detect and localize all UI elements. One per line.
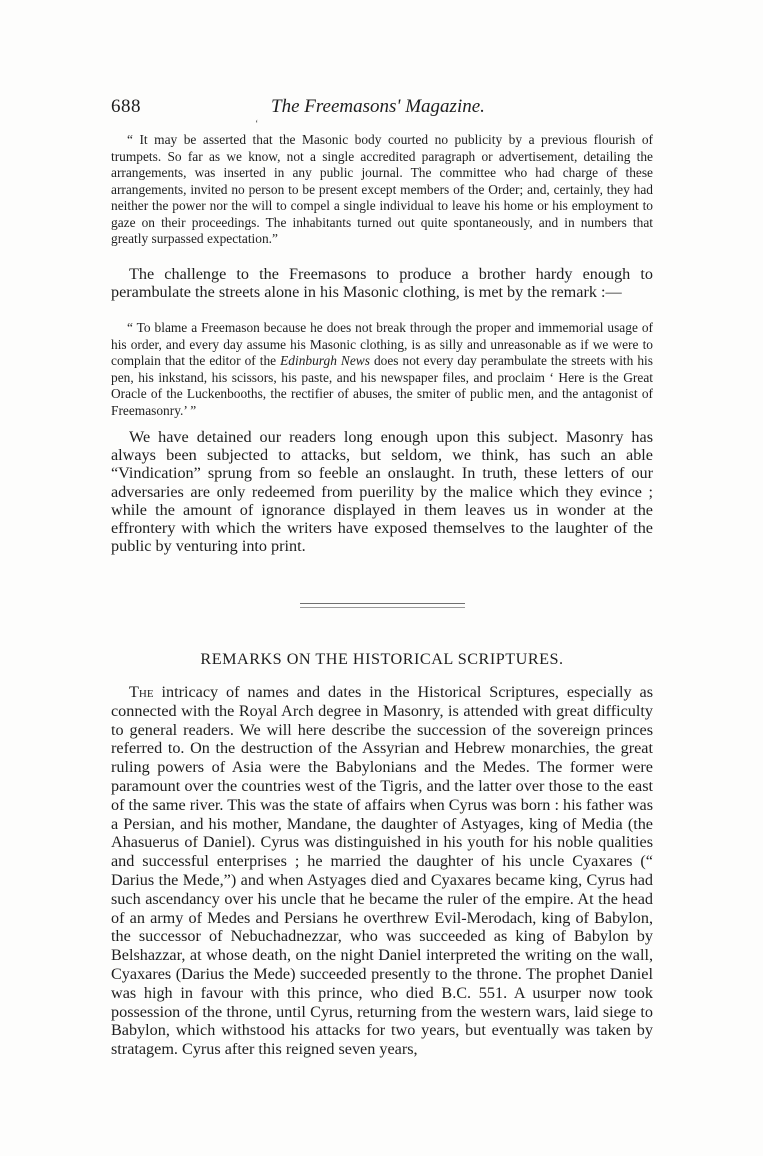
- section-title: REMARKS ON THE HISTORICAL SCRIPTURES.: [200, 650, 564, 668]
- quote-paragraph: “ It may be asserted that the Masonic body courted no publicity by a previous flourish of trumpets. So far as we know, not a single accredited paragraph or advertisement, detailing the arrangements, was inserted in any public journal. The committee who had charge of these arrangements, invited no person to be present except members of the Order; and, certainly, they had neither the power nor the will to compel a single individual to leave his home or his employment to gaze on their proceedings. The inhabitants turned out quite spontaneously, and in numbers that greatly surpassed expectation.”: [111, 132, 653, 246]
- print-mark: ʻ: [255, 119, 259, 130]
- section-divider: [300, 603, 465, 608]
- running-title: The Freemasons' Magazine.: [271, 96, 485, 117]
- quote-text-after: does not every day perambulate the streets with his pen, his inkstand, his scissors, his paste, and his newspaper files, and proclaim ‘ Here is the Great Oracle of the Luckenbooths, the rectifier of abuses, the smiter of public men, and the antagonist of Freemasonry.’ ”: [111, 353, 653, 418]
- paragraph-text: The challenge to the Freemasons to produce a brother hardy enough to perambulate the streets alone in his Masonic clothing, is met by the remark :—: [111, 265, 653, 302]
- paragraph-text: We have detained our readers long enough upon this subject. Masonry has always been subjected to attacks, but seldom, we think, has such an able “Vindication” sprung from so feeble an onslaught. In truth, these letters of our adversaries are only redeemed from puerility by the malice which they evince ; while the amount of ignorance displayed in them leaves us in wonder at the effrontery with which the writers have exposed themselves to the laughter of the public by venturing into print.: [111, 428, 653, 556]
- quote-paragraph: [111, 320, 653, 419]
- publication-name: Edinburgh News: [280, 353, 370, 368]
- article-first-word: The: [129, 683, 154, 701]
- page-header: [111, 96, 651, 122]
- quote-text-before: “ To blame a Freemason because he does not break through the proper and immemorial usage of his order, and every day assume his Masonic clothing, is as silly and unreasonable as if we were to complain that the editor of the: [111, 320, 653, 368]
- article-paragraph: [111, 683, 653, 1059]
- body-paragraph-1: [111, 265, 653, 301]
- article-text: intricacy of names and dates in the Historical Scriptures, especially as connected with the Royal Arch degree in Masonry, is attended with great difficulty to general readers. We will here describe the succession of the sovereign princes referred to. On the destruction of the Assyrian and Hebrew monarchies, the great ruling powers of Asia were the Babylonians and the Medes. The former were paramount over the countries west of the Tigris, and the latter over those to the east of the same river. This was the state of affairs when Cyrus was born : his father was a Persian, and his mother, Mandane, the daughter of Astyages, king of Media (the Ahasuerus of Daniel). Cyrus was distinguished in his youth for his noble qualities and successful enterprises ; he married the daughter of his uncle Cyaxares (“ Darius the Mede,”) and when Astyages died and Cyaxares became king, Cyrus had such ascendancy over his uncle that he became the ruler of the empire. At the head of an army of Medes and Persians he overthrew Evil-Merodach, king of Babylon, the successor of Nebuchadnezzar, who was succeeded as king of Babylon by Belshazzar, at whose death, on the night Daniel interpreted the writing on the wall, Cyaxares (Darius the Mede) succeeded presently to the throne. The prophet Daniel was high in favour with this prince, who died B.C. 551. A usurper now took possession of the throne, until Cyrus, returning from the western wars, laid siege to Babylon, which withstood his attacks for two years, but eventually was taken by stratagem. Cyrus after this reigned seven years,: [111, 683, 653, 1059]
- page-number: 688: [111, 96, 141, 117]
- article-body: [111, 683, 653, 1059]
- quoted-passage-2: [111, 320, 653, 419]
- body-paragraph-2: [111, 428, 653, 555]
- quoted-passage-1: [111, 132, 653, 248]
